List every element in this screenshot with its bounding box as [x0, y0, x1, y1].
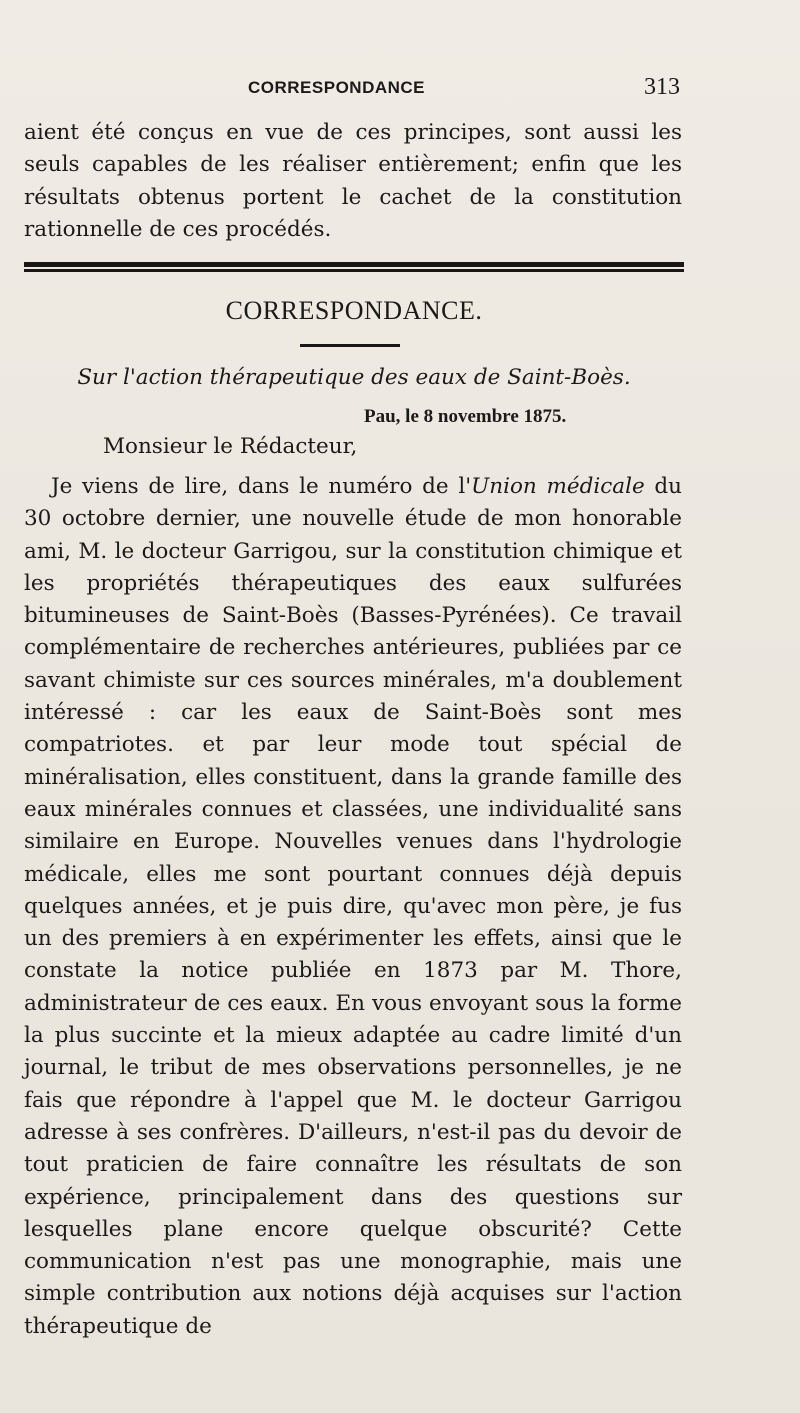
letter-paragraph	[24, 471, 682, 1343]
title-short-rule	[300, 344, 400, 347]
section-rule-thin	[24, 269, 684, 272]
section-title: CORRESPONDANCE.	[225, 296, 483, 325]
intro-paragraph-block	[24, 117, 682, 246]
section-subtitle: Sur l'action thérapeutique des eaux de Saint-Boès.	[77, 365, 631, 390]
letter-body-block	[24, 471, 682, 1343]
letter-salutation: Monsieur le Rédacteur,	[103, 434, 358, 459]
intro-paragraph: aient été conçus en vue de ces principes, sont aussi les seuls capables de les réaliser entièrement; enfin que les résultats obtenus portent le cachet de la constitution rationnelle de ces procédés.	[24, 120, 682, 242]
page-number: 313	[644, 74, 680, 100]
running-title: CORRESPONDANCE	[248, 78, 426, 97]
letter-text-after-journal: du 30 octobre dernier, une nouvelle étude de mon honorable ami, M. le docteur Garrigou, sur la constitution chimique et les propriétés thérapeutiques des eaux sulfurées bitumineuses de Saint-Boès (Basses-Pyrénées). Ce travail complémentaire de recherches antérieures, publiées par ce savant chimiste sur ces sources minérales, m'a doublement intéressé : car les eaux de Saint-Boès sont mes compatriotes. et par leur mode tout spécial de minéralisation, elles constituent, dans la grande famille des eaux minérales connues et classées, une individualité sans similaire en Europe. Nouvelles venues dans l'hydrologie médicale, elles me sont pourtant connues déjà depuis quelques années, et je puis dire, qu'avec mon père, je fus un des premiers à en expérimenter les effets, ainsi que le constate la notice publiée en 1873 par M. Thore, administrateur de ces eaux. En vous envoyant sous la forme la plus succinte et la mieux adaptée au cadre limité d'un journal, le tribut de mes observations personnelles, je ne fais que répondre à l'appel que M. le docteur Garrigou adresse à ses confrères. D'ailleurs, n'est-il pas du devoir de tout praticien de faire connaître les résultats de son expérience, principalement dans des questions sur lesquelles plane encore quelque obscurité? Cette communication n'est pas une monographie, mais une simple contribution aux notions déjà acquises sur l'action thérapeutique de	[24, 474, 682, 1339]
running-head	[0, 74, 800, 108]
section-rule-thick	[24, 262, 684, 267]
letter-dateline: Pau, le 8 novembre 1875.	[364, 406, 567, 427]
letter-text-before-journal: Je viens de lire, dans le numéro de l'	[51, 474, 472, 499]
journal-name: Union médicale	[471, 474, 645, 499]
